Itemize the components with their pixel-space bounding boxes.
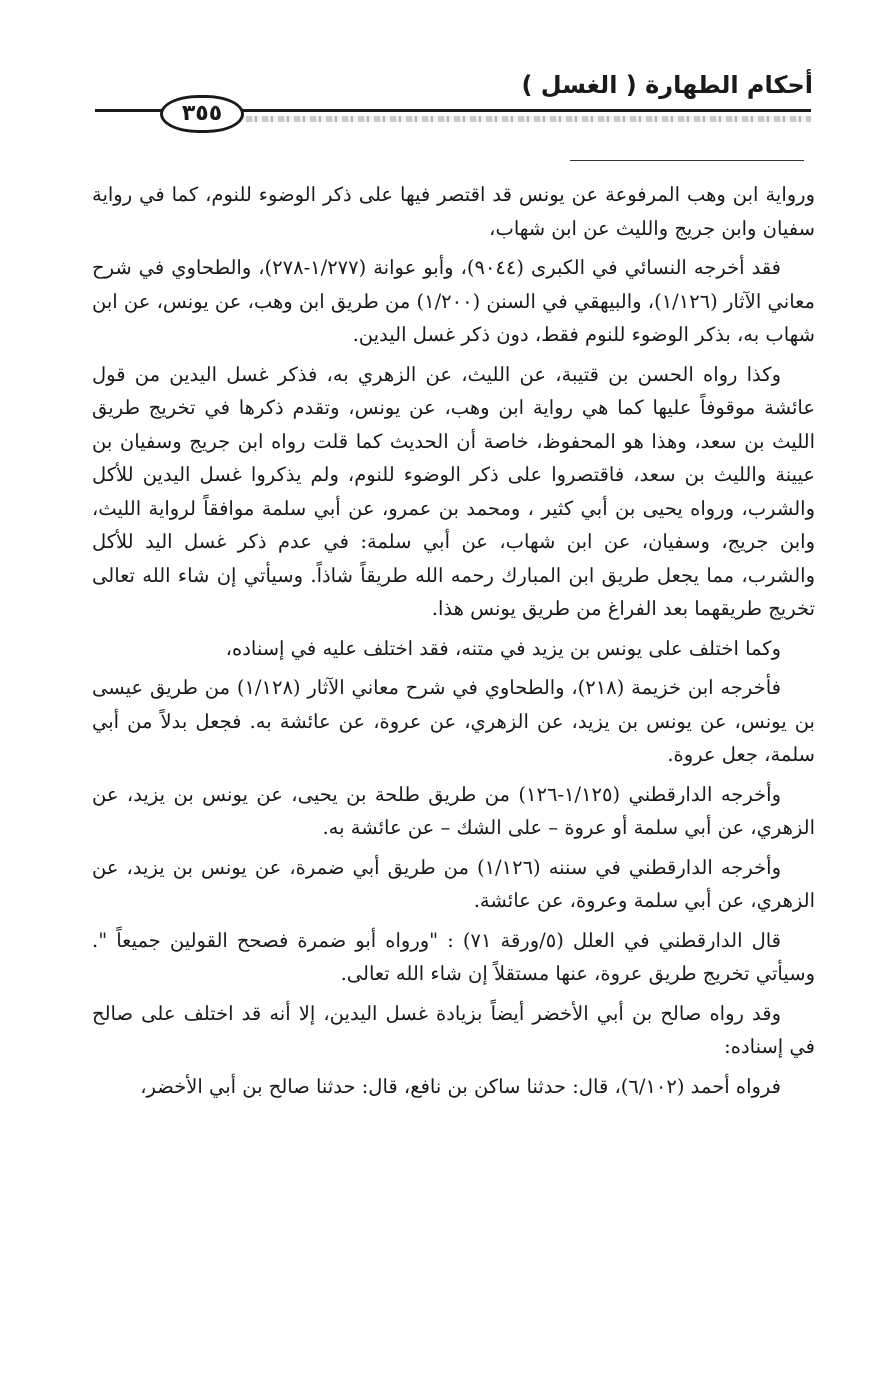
page-number: ٣٥٥: [160, 95, 244, 133]
paragraph: قال الدارقطني في العلل (٥/ورقة ٧١) : "ورواه أبو ضمرة فصحح القولين جميعاً ". وسيأتي تخريج طريق عروة، عنها مستقلاً إن شاء الله تعالى.: [92, 928, 815, 985]
paragraph: فرواه أحمد (٦/١٠٢)، قال: حدثنا ساكن بن نافع، قال: حدثنا صالح بن أبي الأخضر،: [140, 1074, 781, 1098]
paragraph: وأخرجه الدارقطني في سننه (١/١٢٦) من طريق أبي ضمرة، عن يونس بن يزيد، عن الزهري، عن أبي سلمة وعروة، عن عائشة.: [92, 855, 815, 912]
running-title: أحكام الطهارة ( الغسل ): [521, 71, 813, 99]
section-divider: [570, 160, 804, 161]
header-ornament: [230, 116, 811, 122]
paragraph: وأخرجه الدارقطني (١/١٢٥-١٢٦) من طريق طلحة بن يحيى، عن يونس بن يزيد، عن الزهري، عن أبي سلمة أو عروة – على الشك – عن عائشة به.: [92, 782, 815, 839]
paragraph: وقد رواه صالح بن أبي الأخضر أيضاً بزيادة غسل اليدين، إلا أنه قد اختلف على صالح في إسناده:: [92, 1001, 815, 1058]
paragraph: فأخرجه ابن خزيمة (٢١٨)، والطحاوي في شرح معاني الآثار (١/١٢٨) من طريق عيسى بن يونس، عن يونس بن يزيد، عن الزهري، عن عروة، عن عائشة به. فجعل بدلاً من أبي سلمة، جعل عروة.: [92, 676, 815, 766]
paragraph: وكما اختلف على يونس بن يزيد في متنه، فقد اختلف عليه في إسناده،: [225, 636, 781, 660]
paragraph: وكذا رواه الحسن بن قتيبة، عن الليث، عن الزهري به، فذكر غسل اليدين من قول عائشة موقوفاً عليها كما هي رواية ابن وهب، عن يونس، وتقدم ذكرها في تخريج طريق الليث بن سعد، وهذا هو المحفوظ، خاصة أن الحديث كما قلت رواه ابن جريج وسفيان بن عيينة والليث بن سعد، فاقتصروا على ذكر الوضوء للنوم، ولم يذكروا غسل اليدين للأكل والشرب، ورواه يحيى بن أبي كثير ، ومحمد بن عمرو، عن أبي سلمة موافقاً لرواية الليث، وابن جريج، وسفيان، عن ابن شهاب، عن أبي سلمة: في عدم ذكر غسل اليد للأكل والشرب، مما يجعل طريق ابن المبارك رحمه الله طريقاً شاذاً. وسيأتي إن شاء الله تعالى تخريج طريقهما بعد الفراغ من طريق يونس هذا.: [92, 362, 815, 620]
paragraph: ورواية ابن وهب المرفوعة عن يونس قد اقتصر فيها على ذكر الوضوء للنوم، كما في رواية سفيان وابن جريج والليث عن ابن شهاب،: [92, 183, 815, 240]
body-text: [92, 178, 815, 1109]
paragraph: فقد أخرجه النسائي في الكبرى (٩٠٤٤)، وأبو عوانة (١/٢٧٧-٢٧٨)، والطحاوي في شرح معاني الآثار (١/١٢٦)، والبيهقي في السنن (١/٢٠٠) من طريق ابن وهب، عن يونس، عن ابن شهاب به، بذكر الوضوء للنوم فقط، دون ذكر غسل اليدين.: [92, 256, 815, 346]
